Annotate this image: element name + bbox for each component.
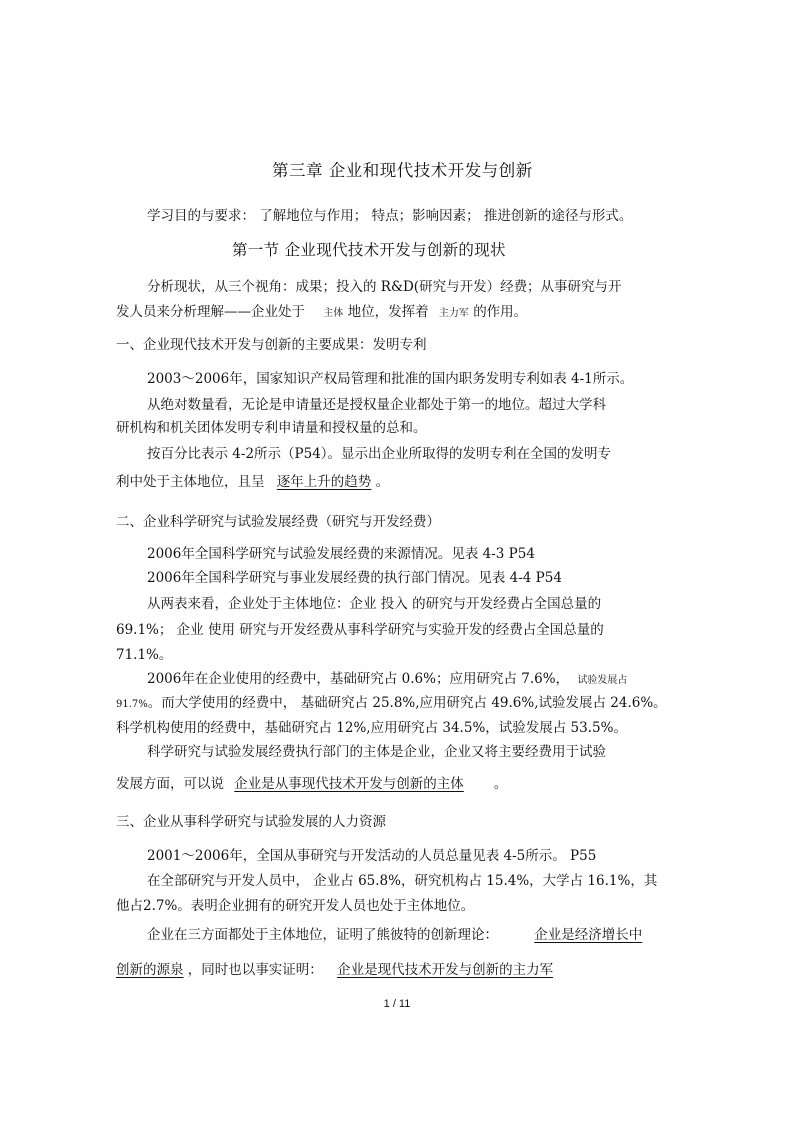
intro-text: 地位，发挥着 — [347, 304, 429, 320]
intro-line-1: 分析现状，从三个视角：成果；投入的 R&D(研究与开发）经费；从事研究与开 — [147, 279, 622, 295]
p2-line-8: 科学机构使用的经费中，基础研究占 12%,应用研究占 34.5%，试验发展占 53.5%。 — [116, 720, 627, 736]
p2-line-5: 71.1%。 — [116, 647, 173, 663]
p2-small-text: 91.7% — [116, 699, 148, 710]
p2-line-9: 科学研究与试验发展经费执行部门的主体是企业，企业又将主要经费用于试验 — [147, 744, 606, 760]
intro-text: 发人员来分析理解——企业处于 — [116, 304, 305, 320]
p1-line-1: 2003～2006年，国家知识产权局管理和批准的国内职务发明专利如表 4-1所示。 — [147, 371, 634, 387]
p1-line-4: 按百分比表示 4-2所示（P54）。显示出企业所取得的发明专利在全国的发明专 — [147, 446, 612, 462]
p3-line-1: 2001～2006年，全国从事研究与开发活动的人员总量见表 4-5所示。 P55 — [147, 848, 597, 864]
p2-line-3: 从两表来看，企业处于主体地位：企业 投入 的研究与开发经费占全国总量的 — [147, 596, 602, 612]
chapter-title: 第三章 企业和现代技术开发与创新 — [272, 161, 533, 180]
intro-text: 的作用。 — [473, 304, 528, 320]
p1-text: 利中处于主体地位，且呈 — [116, 474, 265, 490]
section-title: 第一节 企业现代技术开发与创新的现状 — [232, 241, 506, 259]
p1-text: 。 — [375, 474, 390, 490]
p2-line-7 — [116, 693, 667, 715]
p1-line-5 — [116, 472, 389, 492]
learning-objective: 学习目的与要求： 了解地位与作用； 特点；影响因素； 推进创新的途径与形式。 — [147, 208, 633, 224]
p3-text: 企业在三方面都处于主体地位，证明了熊彼特的创新理论： — [147, 927, 498, 943]
p2-line-2: 2006年全国科学研究与事业发展经费的执行部门情况。见表 4-4 P54 — [147, 570, 562, 586]
p3-line-3: 他占2.7%。表明企业拥有的研究开发人员也处于主体地位。 — [116, 898, 475, 914]
p3-line-5 — [116, 960, 557, 980]
intro-line-2 — [116, 302, 527, 324]
heading-1: 一、企业现代技术开发与创新的主要成果：发明专利 — [116, 337, 427, 353]
p2-underlined-answer: 企业是从事现代技术开发与创新的主体 — [234, 776, 464, 792]
p3-underlined-answer: 创新的源泉 — [116, 962, 184, 978]
p3-line-2: 在全部研究与开发人员中， 企业占 65.8%，研究机构占 15.4%，大学占 16.1%，其 — [147, 873, 658, 889]
p1-line-3: 研机构和机关团体发明专利申请量和授权量的总和。 — [116, 420, 427, 436]
heading-3: 三、企业从事科学研究与试验发展的人力资源 — [116, 814, 386, 830]
p2-line-4: 69.1%； 企业 使用 研究与开发经费从事科学研究与实验开发的经费占全国总量的 — [116, 622, 604, 638]
p2-text: 2006年在企业使用的经费中，基础研究占 0.6%；应用研究占 7.6%， — [147, 671, 570, 687]
intro-keyword-main: 主体 — [323, 308, 344, 319]
p2-line-10 — [116, 774, 507, 794]
intro-keyword-force: 主力军 — [438, 308, 469, 319]
page-number: 1 / 11 — [383, 998, 411, 1010]
p2-line-6 — [147, 669, 627, 691]
p2-line-1: 2006年全国科学研究与试验发展经费的来源情况。见表 4-3 P54 — [147, 546, 535, 562]
p1-line-2: 从绝对数量看，无论是申请量还是授权量企业都处于第一的地位。超过大学科 — [147, 397, 606, 413]
p3-text: ，同时也以事实证明： — [187, 962, 323, 978]
p2-text: 发展方面，可以说 — [116, 776, 224, 792]
p3-line-4 — [147, 925, 652, 945]
p2-small-text: 试验发展占 — [577, 675, 628, 686]
heading-2: 二、企业科学研究与试验发展经费（研究与开发经费） — [116, 514, 440, 530]
p2-text: 。而大学使用的经费中， 基础研究占 25.8%,应用研究占 49.6%,试验发展占 24.6%。 — [147, 695, 667, 711]
p3-underlined-answer: 企业是现代技术开发与创新的主力军 — [337, 962, 554, 978]
p1-underlined-answer: 逐年上升的趋势 — [276, 474, 372, 490]
p3-underlined-answer: 企业是经济增长中 — [534, 927, 643, 943]
p2-text: 。 — [493, 776, 508, 792]
